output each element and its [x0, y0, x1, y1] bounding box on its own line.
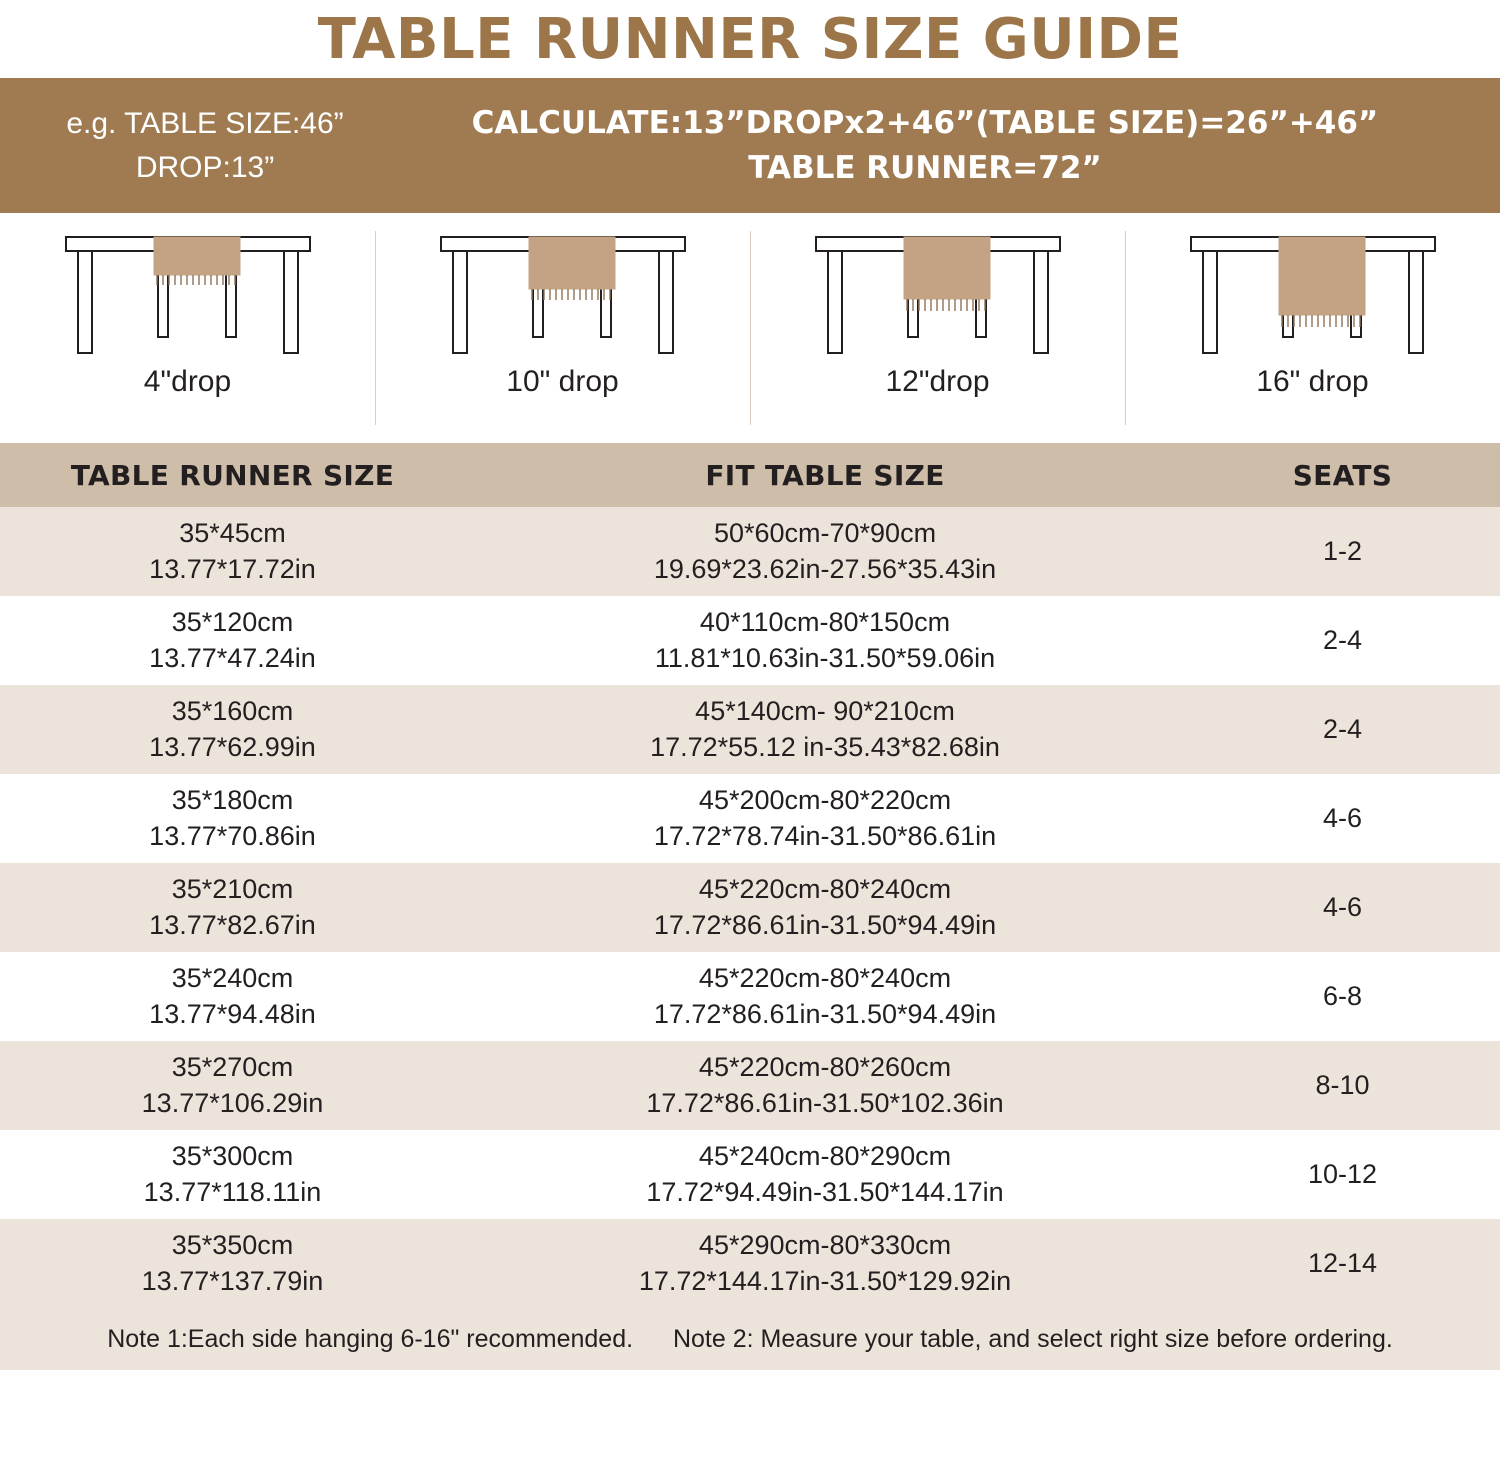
table-with-runner-icon	[58, 227, 318, 357]
table-row	[0, 952, 1500, 1041]
table-row	[0, 685, 1500, 774]
example-block	[30, 102, 380, 189]
runner-size-cm: 35*240cm	[171, 962, 294, 993]
fit-size-in: 17.72*78.74in-31.50*86.61in	[653, 820, 997, 851]
runner-size-cm: 35*160cm	[171, 695, 294, 726]
formula-block	[380, 101, 1470, 191]
column-header-seats: SEATS	[1185, 443, 1500, 507]
cell-seats: 10-12	[1185, 1130, 1500, 1219]
table-row	[0, 1041, 1500, 1130]
cell-fit-table-size	[465, 863, 1185, 952]
column-header-fit-table-size: FIT TABLE SIZE	[465, 443, 1185, 507]
fit-size-in: 11.81*10.63in-31.50*59.06in	[654, 642, 996, 673]
cell-runner-size	[0, 507, 465, 596]
table-row	[0, 507, 1500, 596]
runner-size-in: 13.77*17.72in	[149, 553, 316, 584]
cell-fit-table-size	[465, 1130, 1185, 1219]
cell-seats: 12-14	[1185, 1219, 1500, 1308]
drop-illustrations	[0, 213, 1500, 443]
fit-size-in: 17.72*94.49in-31.50*144.17in	[646, 1176, 1004, 1207]
fit-size-in: 17.72*55.12 in-35.43*82.68in	[650, 731, 1000, 762]
table-row	[0, 1130, 1500, 1219]
cell-runner-size	[0, 863, 465, 952]
drop-label: 4"drop	[143, 365, 232, 398]
runner-size-in: 13.77*137.79in	[141, 1265, 324, 1296]
runner-size-in: 13.77*94.48in	[149, 998, 316, 1029]
fit-size-cm: 40*110cm-80*150cm	[699, 606, 951, 637]
drop-label: 16" drop	[1256, 365, 1369, 398]
cell-fit-table-size	[465, 774, 1185, 863]
fit-size-cm: 45*220cm-80*240cm	[698, 962, 952, 993]
cell-fit-table-size	[465, 685, 1185, 774]
formula-line-1: CALCULATE:13”DROPx2+46”(TABLE SIZE)=26”+46”	[471, 104, 1379, 141]
runner-size-cm: 35*350cm	[171, 1229, 294, 1260]
table-row	[0, 774, 1500, 863]
runner-size-in: 13.77*70.86in	[149, 820, 316, 851]
fit-size-in: 17.72*86.61in-31.50*94.49in	[653, 998, 997, 1029]
fit-size-in: 17.72*144.17in-31.50*129.92in	[638, 1265, 1012, 1296]
drop-illustration-item	[0, 227, 375, 443]
cell-seats: 4-6	[1185, 863, 1500, 952]
cell-runner-size	[0, 1130, 465, 1219]
calculation-banner	[0, 78, 1500, 213]
cell-seats: 2-4	[1185, 685, 1500, 774]
drop-illustration-item	[375, 227, 750, 443]
cell-runner-size	[0, 596, 465, 685]
fit-size-cm: 45*240cm-80*290cm	[698, 1140, 952, 1171]
table-row	[0, 1219, 1500, 1308]
notes-bar	[0, 1308, 1500, 1370]
runner-size-in: 13.77*62.99in	[149, 731, 316, 762]
drop-label: 12"drop	[885, 365, 990, 398]
cell-seats: 8-10	[1185, 1041, 1500, 1130]
runner-size-cm: 35*120cm	[171, 606, 294, 637]
cell-seats: 2-4	[1185, 596, 1500, 685]
fit-size-cm: 45*290cm-80*330cm	[698, 1229, 952, 1260]
notes-text	[107, 1325, 1393, 1354]
fit-size-in: 17.72*86.61in-31.50*102.36in	[646, 1087, 1004, 1118]
runner-size-cm: 35*210cm	[171, 873, 294, 904]
table-with-runner-icon	[1183, 227, 1443, 357]
table-row	[0, 863, 1500, 952]
fit-size-cm: 45*140cm- 90*210cm	[695, 695, 955, 726]
cell-runner-size	[0, 774, 465, 863]
fit-size-cm: 45*200cm-80*220cm	[698, 784, 952, 815]
cell-fit-table-size	[465, 1041, 1185, 1130]
example-table-size: e.g. TABLE SIZE:46”	[66, 107, 344, 140]
note-2: Note 2: Measure your table, and select right size before ordering.	[672, 1324, 1393, 1353]
table-with-runner-icon	[433, 227, 693, 357]
cell-runner-size	[0, 1219, 465, 1308]
fit-size-cm: 45*220cm-80*240cm	[698, 873, 952, 904]
example-drop: DROP:13”	[135, 150, 275, 184]
table-row	[0, 596, 1500, 685]
table-with-runner-icon	[808, 227, 1068, 357]
drop-illustration-item	[750, 227, 1125, 443]
cell-fit-table-size	[465, 952, 1185, 1041]
fit-size-cm: 50*60cm-70*90cm	[713, 517, 937, 548]
runner-size-cm: 35*45cm	[179, 517, 286, 548]
runner-size-in: 13.77*82.67in	[149, 909, 316, 940]
cell-runner-size	[0, 952, 465, 1041]
fit-size-in: 19.69*23.62in-27.56*35.43in	[653, 553, 997, 584]
size-table	[0, 443, 1500, 1308]
column-header-runner-size: TABLE RUNNER SIZE	[0, 443, 465, 507]
cell-fit-table-size	[465, 596, 1185, 685]
page-title: TABLE RUNNER SIZE GUIDE	[317, 6, 1183, 72]
cell-seats: 1-2	[1185, 507, 1500, 596]
runner-size-cm: 35*180cm	[171, 784, 294, 815]
note-1: Note 1:Each side hanging 6-16" recommended.	[107, 1324, 634, 1353]
fit-size-in: 17.72*86.61in-31.50*94.49in	[653, 909, 997, 940]
drop-illustration-item	[1125, 227, 1500, 443]
runner-size-cm: 35*270cm	[171, 1051, 294, 1082]
cell-fit-table-size	[465, 507, 1185, 596]
formula-line-2: TABLE RUNNER=72”	[748, 149, 1102, 186]
runner-size-cm: 35*300cm	[171, 1140, 294, 1171]
cell-seats: 6-8	[1185, 952, 1500, 1041]
cell-runner-size	[0, 1041, 465, 1130]
page-title-bar	[0, 0, 1500, 78]
fit-size-cm: 45*220cm-80*260cm	[698, 1051, 952, 1082]
cell-seats: 4-6	[1185, 774, 1500, 863]
table-header-row	[0, 443, 1500, 507]
runner-size-in: 13.77*118.11in	[143, 1176, 322, 1207]
cell-fit-table-size	[465, 1219, 1185, 1308]
cell-runner-size	[0, 685, 465, 774]
runner-size-in: 13.77*47.24in	[149, 642, 316, 673]
runner-size-in: 13.77*106.29in	[141, 1087, 324, 1118]
drop-label: 10" drop	[506, 365, 619, 398]
